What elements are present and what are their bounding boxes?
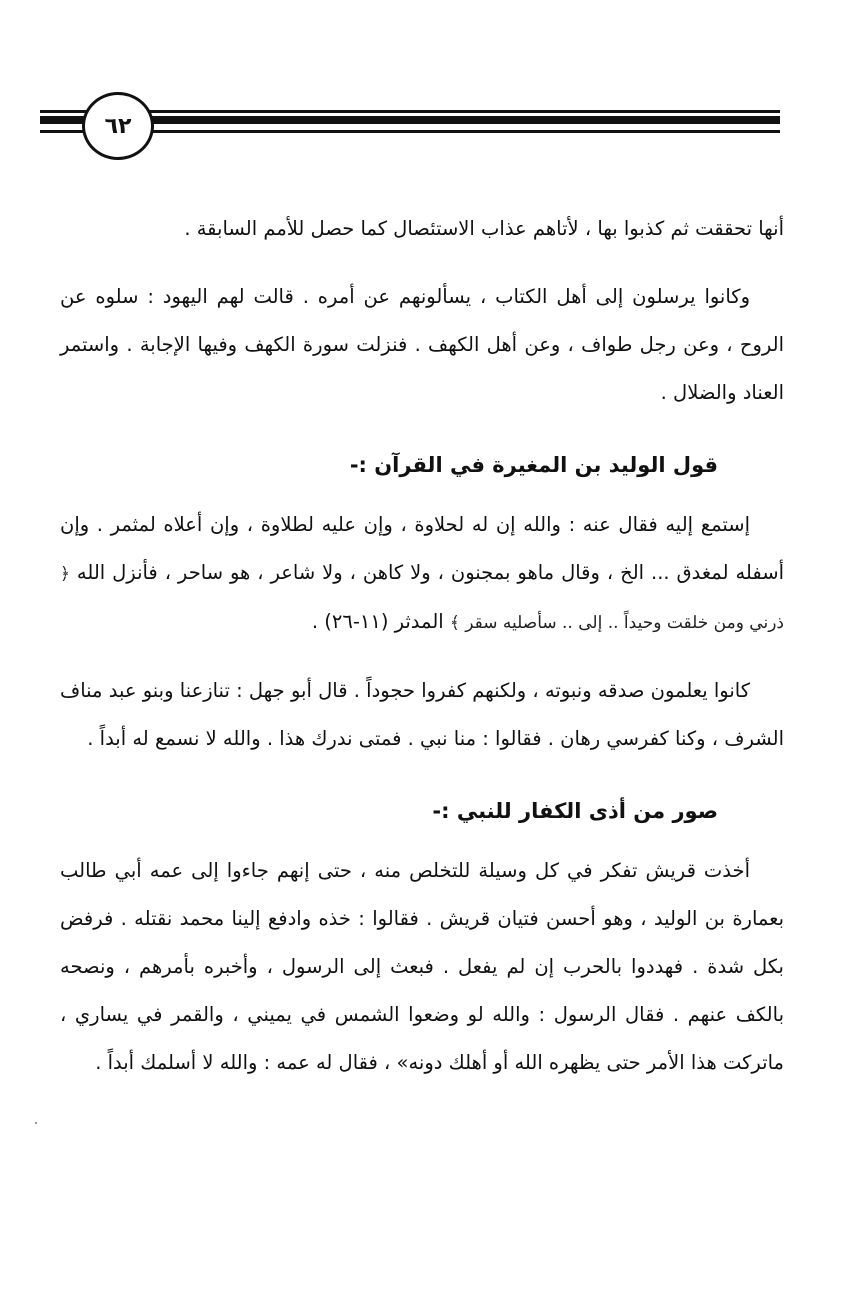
paragraph-2: وكانوا يرسلون إلى أهل الكتاب ، يسألونهم عن أمره . قالت لهم اليهود : سلوه عن الروح ، وعن رجل طواف ، وعن أهل الكهف . فنزلت سورة الكهف وفيها الإجابة . واستمر العناد والضلال . <box>60 285 784 404</box>
page-header <box>40 88 780 164</box>
paragraph-3 <box>60 501 784 647</box>
paragraph-5: أخذت قريش تفكر في كل وسيلة للتخلص منه ، حتى إنهم جاءوا إلى عمه أبي طالب بعمارة بن الوليد ، وهو أحسن فتيان قريش . فقالوا : خذه وادفع إلينا محمد نقتله . فرفض بكل شدة . فهددوا بالحرب إن لم يفعل . فبعث إلى الرسول ، وأخبره بأمرهم ، ونصحه بالكف عنهم . فقال الرسول : والله لو وضعوا الشمس في يميني ، والقمر في يساري ، ماتركت هذا الأمر حتى يظهره الله أو أهلك دونه» ، فقال له عمه : والله لا أسلمك أبداً . <box>60 859 784 1074</box>
page-number: ٦٢ <box>82 92 154 160</box>
section-heading-walid: قول الوليد بن المغيرة في القرآن :- <box>349 453 718 477</box>
paragraph-1: أنها تحققت ثم كذبوا بها ، لأتاهم عذاب الاستئصال كما حصل للأمم السابقة . <box>184 217 784 240</box>
section-heading-harm: صور من أذى الكفار للنبي :- <box>432 799 718 823</box>
quran-quote: ﴿ ذرني ومن خلقت وحيداً .. إلى .. سأصليه سقر ﴾ <box>60 564 784 633</box>
paragraph-4: كانوا يعلمون صدقه ونبوته ، ولكنهم كفروا حجوداً . قال أبو جهل : تنازعنا وبنو عبد مناف الشرف ، وكنا كفرسي رهان . فقالوا : منا نبي . فمتى ندرك هذا . والله لا نسمع له أبداً . <box>60 679 784 750</box>
margin-speck <box>35 1122 37 1124</box>
quran-reference: المدثر (١١-٢٦) . <box>311 610 444 633</box>
page-body <box>60 205 784 1087</box>
paragraph-3-text: إستمع إليه فقال عنه : والله إن له لحلاوة ، وإن عليه لطلاوة ، وإن أعلاه لمثمر . وإن أسفله لمغدق ... الخ ، وقال ماهو بمجنون ، ولا كاهن ، ولا شاعر ، هو ساحر ، فأنزل الله <box>60 513 784 584</box>
